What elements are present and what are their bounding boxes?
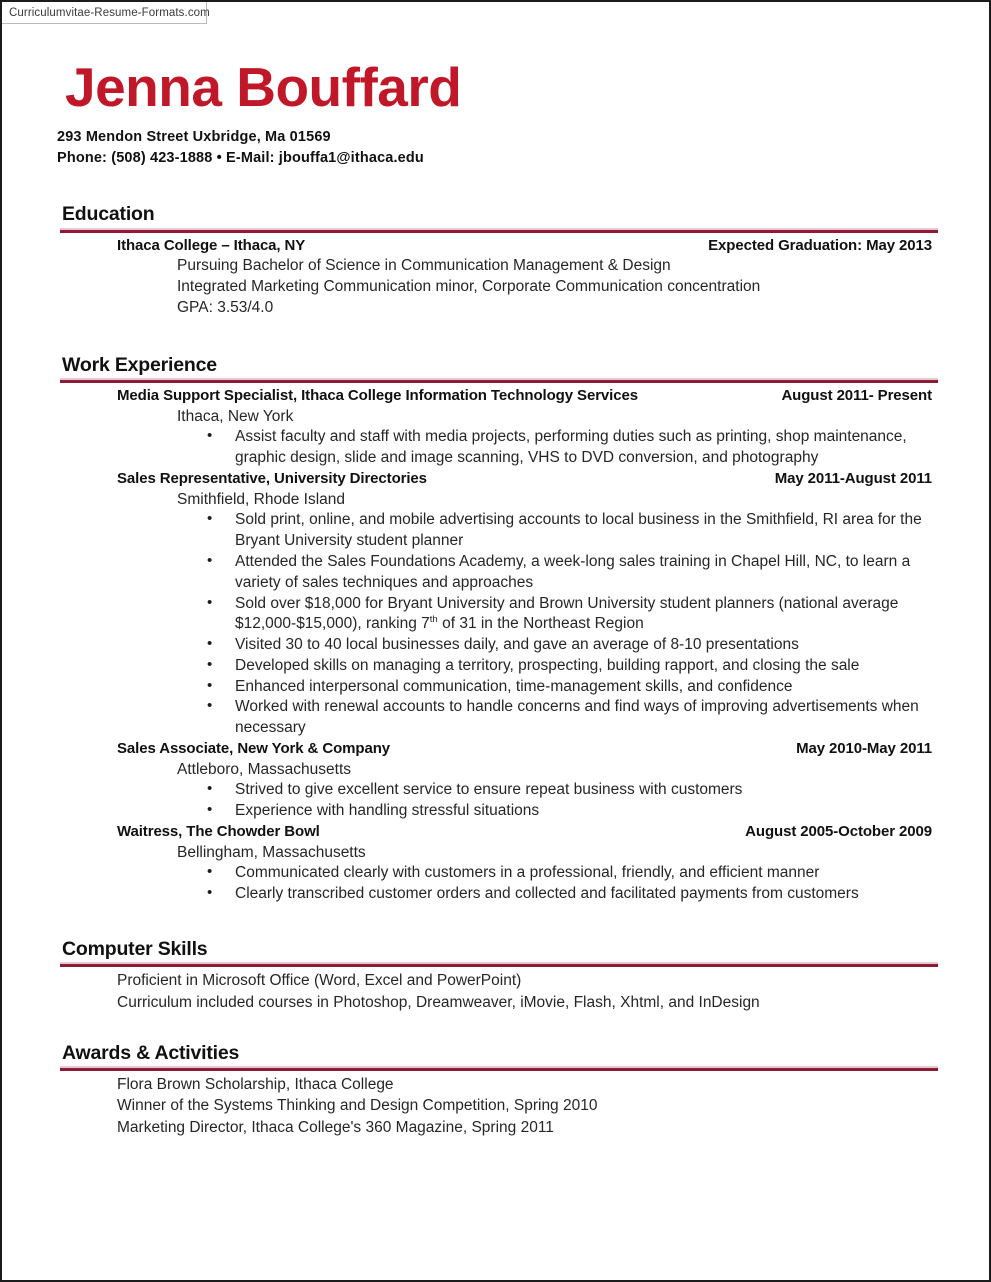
graduation-date: Expected Graduation: May 2013: [708, 236, 932, 254]
job-entry-head: [2, 386, 989, 407]
job-bullet: • Attended the Sales Foundations Academy, a week-long sales training in Chapel Hill, NC, to learn a variety of sales techniques and approaches: [2, 552, 929, 594]
education-detail: GPA: 3.53/4.0: [177, 298, 274, 316]
section-computer-skills: [2, 939, 989, 1013]
section-body-awards-activities: [2, 1071, 989, 1138]
section-title-awards-activities: Awards & Activities: [62, 1041, 240, 1064]
skill-line: Curriculum included courses in Photoshop, Dreamweaver, iMovie, Flash, Xhtml, and InDesign: [117, 993, 760, 1011]
job-entry-head: [2, 469, 989, 490]
job-entry: [2, 469, 989, 739]
job-location: Ithaca, New York: [177, 407, 294, 425]
spacer: [2, 319, 989, 355]
job-bullet: • Sold over $18,000 for Bryant University and Brown University student planners (national average $12,000-$15,000), ranking 7th of 31 in the Northeast Region: [2, 594, 929, 636]
watermark-text: Curriculumvitae-Resume-Formats.com: [9, 6, 210, 19]
spacer: [2, 1013, 989, 1043]
award-line: Flora Brown Scholarship, Ithaca College: [117, 1076, 394, 1094]
job-bullet: • Assist faculty and staff with media projects, performing duties such as printing, shop maintenance, graphic design, slide and image scanning, VHS to DVD conversion, and photography: [2, 427, 929, 469]
section-body-work-experience: [2, 383, 989, 905]
spacer: [2, 168, 989, 204]
job-bullet: • Experience with handling stressful situations: [2, 801, 929, 822]
job-title: Media Support Specialist, Ithaca College Information Technology Services: [117, 387, 638, 405]
job-bullet-list: [2, 427, 989, 469]
phone-email-line: Phone: (508) 423-1888 • E-Mail: jbouffa1@ithaca.edu: [57, 149, 424, 166]
job-title: Sales Representative, University Directories: [117, 470, 427, 487]
education-detail: Integrated Marketing Communication minor, Corporate Communication concentration: [177, 278, 761, 296]
job-bullet: • Strived to give excellent service to ensure repeat business with customers: [2, 780, 929, 801]
skill-line: Proficient in Microsoft Office (Word, Excel and PowerPoint): [117, 972, 522, 990]
section-education: [2, 204, 989, 318]
contact-block: [2, 115, 989, 168]
section-body-education: [2, 233, 989, 319]
job-bullet-list: [2, 863, 989, 905]
job-bullet: • Clearly transcribed customer orders and collected and facilitated payments from customers: [2, 884, 929, 905]
job-entry: [2, 739, 989, 822]
job-dates: May 2010-May 2011: [796, 739, 932, 757]
job-entry: [2, 386, 989, 469]
section-title-work-experience: Work Experience: [62, 353, 217, 376]
job-entry-head: [2, 739, 989, 760]
school-name: Ithaca College – Ithaca, NY: [117, 236, 306, 254]
spacer: [2, 905, 989, 939]
section-body-computer-skills: [2, 967, 989, 1012]
job-bullet: • Worked with renewal accounts to handle concerns and find ways of improving advertisements when necessary: [2, 697, 929, 739]
job-location: Smithfield, Rhode Island: [177, 490, 346, 508]
section-work-experience: [2, 355, 989, 905]
job-location: Attleboro, Massachusetts: [177, 760, 352, 778]
job-entry-head: [2, 822, 989, 843]
section-title-computer-skills: Computer Skills: [62, 937, 208, 960]
watermark-badge: [2, 2, 210, 24]
resume-header: [2, 24, 989, 168]
job-location: Bellingham, Massachusetts: [177, 843, 366, 861]
job-bullet-list: [2, 780, 989, 822]
job-bullet: • Enhanced interpersonal communication, time-management skills, and confidence: [2, 677, 929, 698]
section-awards-activities: [2, 1043, 989, 1138]
award-line: Winner of the Systems Thinking and Design Competition, Spring 2010: [117, 1097, 598, 1115]
job-bullet: • Visited 30 to 40 local businesses daily, and gave an average of 8-10 presentations: [2, 635, 929, 656]
job-bullet: • Sold print, online, and mobile advertising accounts to local business in the Smithfield, RI area for the Bryant University student planner: [2, 510, 929, 552]
job-dates: August 2005-October 2009: [745, 822, 932, 840]
education-detail: Pursuing Bachelor of Science in Communication Management & Design: [177, 257, 671, 275]
job-title: Waitress, The Chowder Bowl: [117, 822, 320, 840]
job-entry: [2, 822, 989, 905]
job-dates: May 2011-August 2011: [774, 470, 932, 487]
education-entry-head: [2, 236, 989, 257]
job-bullet: • Developed skills on managing a territory, prospecting, building rapport, and closing the sale: [2, 656, 929, 677]
job-bullet: • Communicated clearly with customers in a professional, friendly, and efficient manner: [2, 863, 929, 884]
section-title-education: Education: [62, 203, 155, 226]
address-line: 293 Mendon Street Uxbridge, Ma 01569: [57, 129, 331, 145]
job-title: Sales Associate, New York & Company: [117, 739, 390, 757]
job-dates: August 2011- Present: [781, 387, 932, 405]
job-bullet-list: [2, 510, 989, 738]
resume-content: [2, 24, 989, 1138]
candidate-name: Jenna Bouffard: [65, 56, 462, 118]
award-line: Marketing Director, Ithaca College's 360 Magazine, Spring 2011: [117, 1118, 554, 1136]
